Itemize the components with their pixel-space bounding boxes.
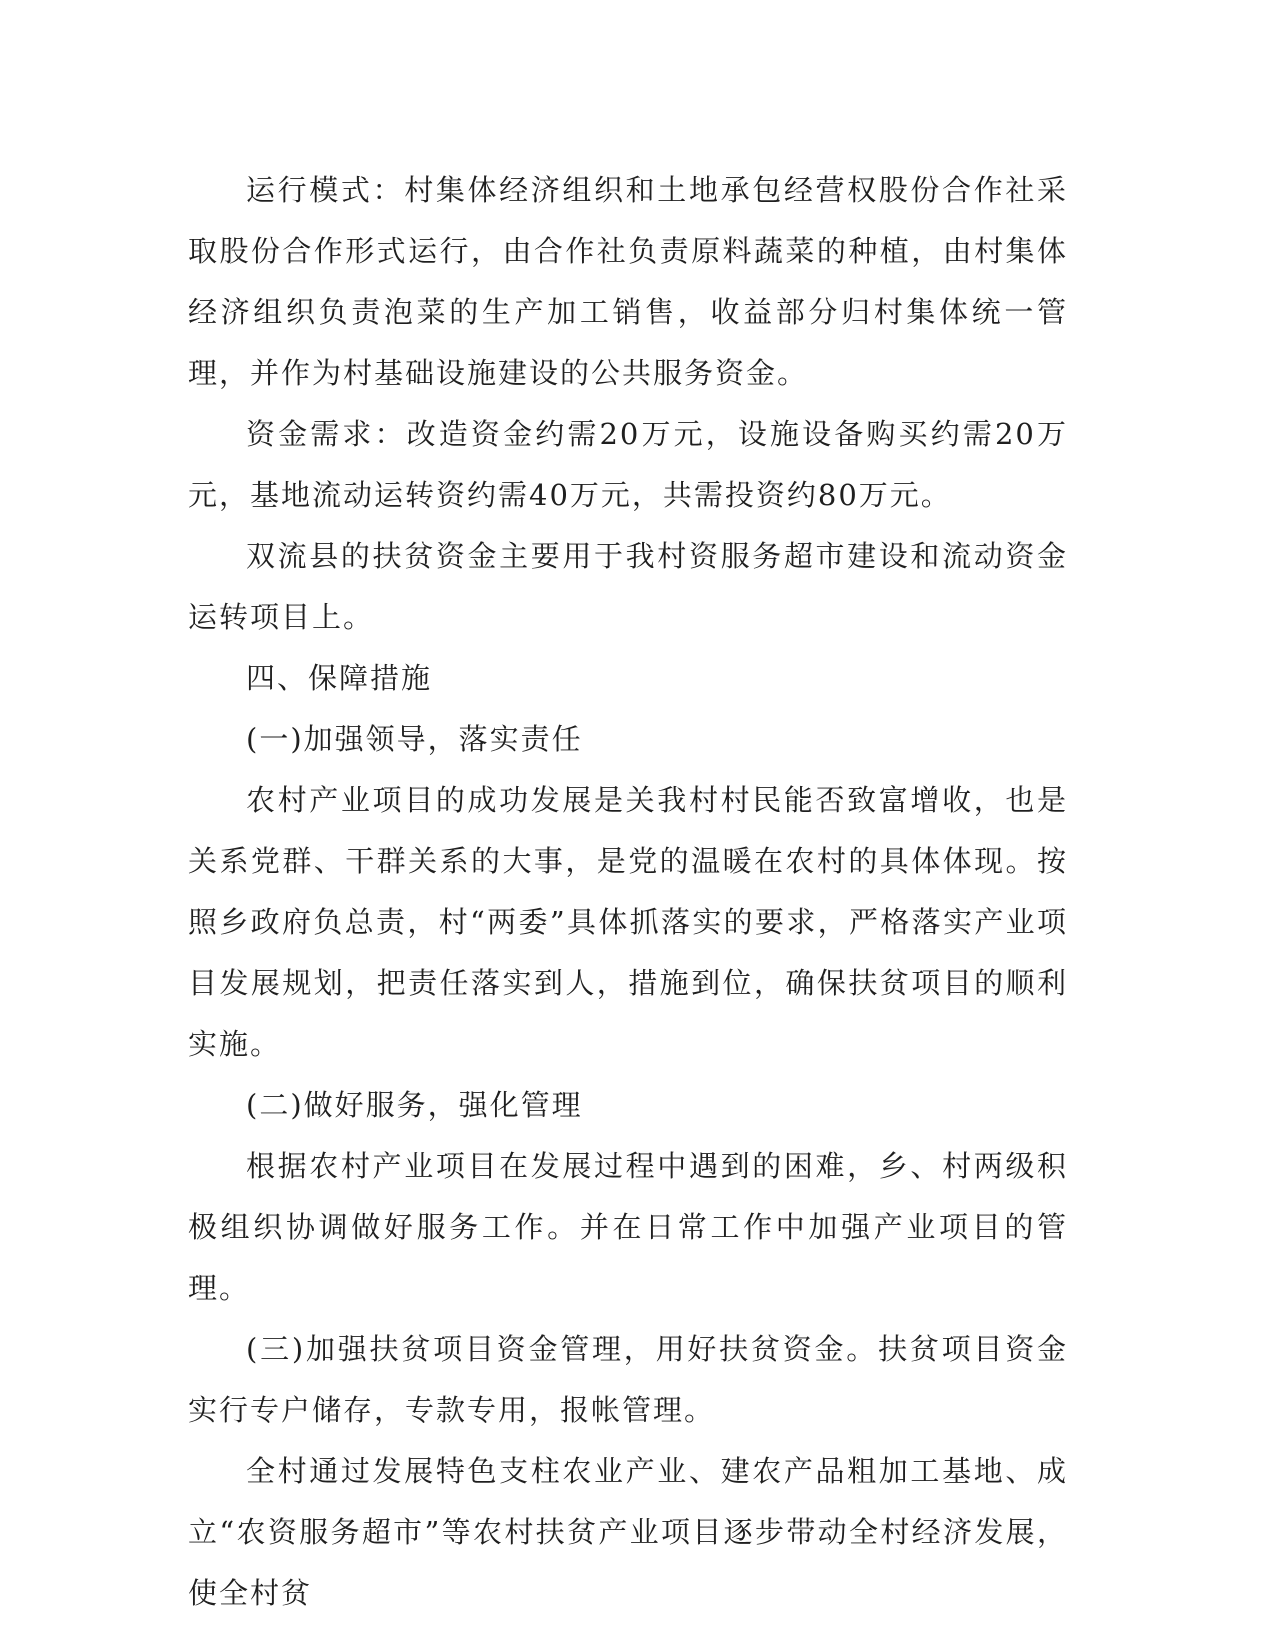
subheading-service-management: (二)做好服务，强化管理: [246, 1088, 583, 1122]
section-heading-safeguards: 四、保障措施: [246, 661, 433, 695]
paragraph-operation-mode: 运行模式：村集体经济组织和土地承包经营权股份合作社采取股份合作形式运行，由合作社负责原料蔬菜的种植，由村集体经济组织负责泡菜的生产加工销售，收益部分归村集体统一管理，并作为村基础设施建设的公共服务资金。: [188, 173, 1068, 390]
paragraph-leadership: 农村产业项目的成功发展是关我村村民能否致富增收，也是关系党群、干群关系的大事，是党的温暖在农村的具体体现。按照乡政府负总责，村“两委”具体抓落实的要求，严格落实产业项目发展规划，把责任落实到人，措施到位，确保扶贫项目的顺利实施。: [188, 783, 1068, 1061]
paragraph-service-management: 根据农村产业项目在发展过程中遇到的困难，乡、村两级积极组织协调做好服务工作。并在日常工作中加强产业项目的管理。: [188, 1149, 1068, 1305]
document-body: [188, 160, 1068, 1624]
paragraph-fund-management: (三)加强扶贫项目资金管理，用好扶贫资金。扶贫项目资金实行专户储存，专款专用，报帐管理。: [188, 1332, 1068, 1427]
paragraph-overall-development: 全村通过发展特色支柱农业产业、建农产品粗加工基地、成立“农资服务超市”等农村扶贫产业项目逐步带动全村经济发展，使全村贫: [188, 1454, 1068, 1610]
paragraph-funding-needs: 资金需求：改造资金约需20万元，设施设备购买约需20万元，基地流动运转资约需40万元，共需投资约80万元。: [188, 417, 1068, 512]
paragraph-poverty-fund-use: 双流县的扶贫资金主要用于我村资服务超市建设和流动资金运转项目上。: [188, 539, 1068, 634]
subheading-leadership: (一)加强领导，落实责任: [246, 722, 583, 756]
